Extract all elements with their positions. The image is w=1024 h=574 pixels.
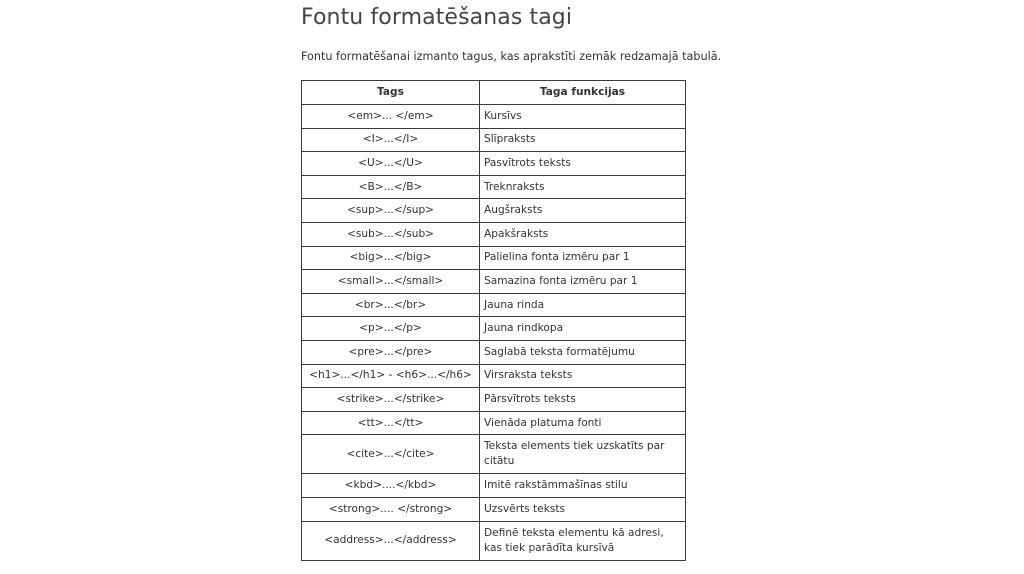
function-cell: Teksta elements tiek uzskatīts par citātu <box>480 435 686 474</box>
tag-cell: <U>...</U> <box>302 152 480 176</box>
tag-cell: <em>... </em> <box>302 105 480 129</box>
font-tags-table <box>301 80 686 561</box>
tag-cell: <kbd>....</kbd> <box>302 474 480 498</box>
tag-cell: <small>...</small> <box>302 270 480 294</box>
table-row <box>302 474 686 498</box>
table-row <box>302 435 686 474</box>
table-row <box>302 364 686 388</box>
function-cell: Slīpraksts <box>480 128 686 152</box>
function-cell: Augšraksts <box>480 199 686 223</box>
function-cell: Imitē rakstāmmašīnas stilu <box>480 474 686 498</box>
table-row <box>302 497 686 521</box>
tag-cell: <strong>.... </strong> <box>302 497 480 521</box>
table-row <box>302 270 686 294</box>
page-title: Fontu formatēšanas tagi <box>301 5 573 30</box>
header-tags: Tags <box>302 81 480 105</box>
function-cell: Virsraksta teksts <box>480 364 686 388</box>
tag-cell: <address>...</address> <box>302 521 480 560</box>
function-cell: Samazina fonta izmēru par 1 <box>480 270 686 294</box>
tag-cell: <strike>...</strike> <box>302 388 480 412</box>
function-cell: Pasvītrots teksts <box>480 152 686 176</box>
tag-cell: <cite>...</cite> <box>302 435 480 474</box>
table-row <box>302 317 686 341</box>
tag-cell: <br>...</br> <box>302 293 480 317</box>
tag-cell: <pre>...</pre> <box>302 340 480 364</box>
table-row <box>302 152 686 176</box>
tag-cell: <sup>...</sup> <box>302 199 480 223</box>
function-cell: Apakšraksts <box>480 222 686 246</box>
function-cell: Definē teksta elementu kā adresi, kas tiek parādīta kursīvā <box>480 521 686 560</box>
tag-cell: <tt>...</tt> <box>302 411 480 435</box>
function-cell: Jauna rinda <box>480 293 686 317</box>
function-cell: Uzsvērts teksts <box>480 497 686 521</box>
table-row <box>302 411 686 435</box>
table-row <box>302 128 686 152</box>
function-cell: Pārsvītrots teksts <box>480 388 686 412</box>
intro-paragraph: Fontu formatēšanai izmanto tagus, kas aprakstīti zemāk redzamajā tabulā. <box>301 50 722 63</box>
table-row <box>302 199 686 223</box>
function-cell: Treknraksts <box>480 175 686 199</box>
function-cell: Saglabā teksta formatējumu <box>480 340 686 364</box>
table-row <box>302 222 686 246</box>
function-cell: Jauna rindkopa <box>480 317 686 341</box>
table-row <box>302 293 686 317</box>
table-row <box>302 246 686 270</box>
tag-cell: <h1>...</h1> - <h6>...</h6> <box>302 364 480 388</box>
header-tag-functions: Taga funkcijas <box>480 81 686 105</box>
tag-cell: <B>...</B> <box>302 175 480 199</box>
table-row <box>302 521 686 560</box>
table-header-row <box>302 81 686 105</box>
table-row <box>302 388 686 412</box>
function-cell: Palielina fonta izmēru par 1 <box>480 246 686 270</box>
tag-cell: <sub>...</sub> <box>302 222 480 246</box>
tag-cell: <p>...</p> <box>302 317 480 341</box>
function-cell: Vienāda platuma fonti <box>480 411 686 435</box>
tag-cell: <big>...</big> <box>302 246 480 270</box>
tag-cell: <I>...</I> <box>302 128 480 152</box>
table-row <box>302 175 686 199</box>
table-row <box>302 340 686 364</box>
function-cell: Kursīvs <box>480 105 686 129</box>
table-row <box>302 105 686 129</box>
